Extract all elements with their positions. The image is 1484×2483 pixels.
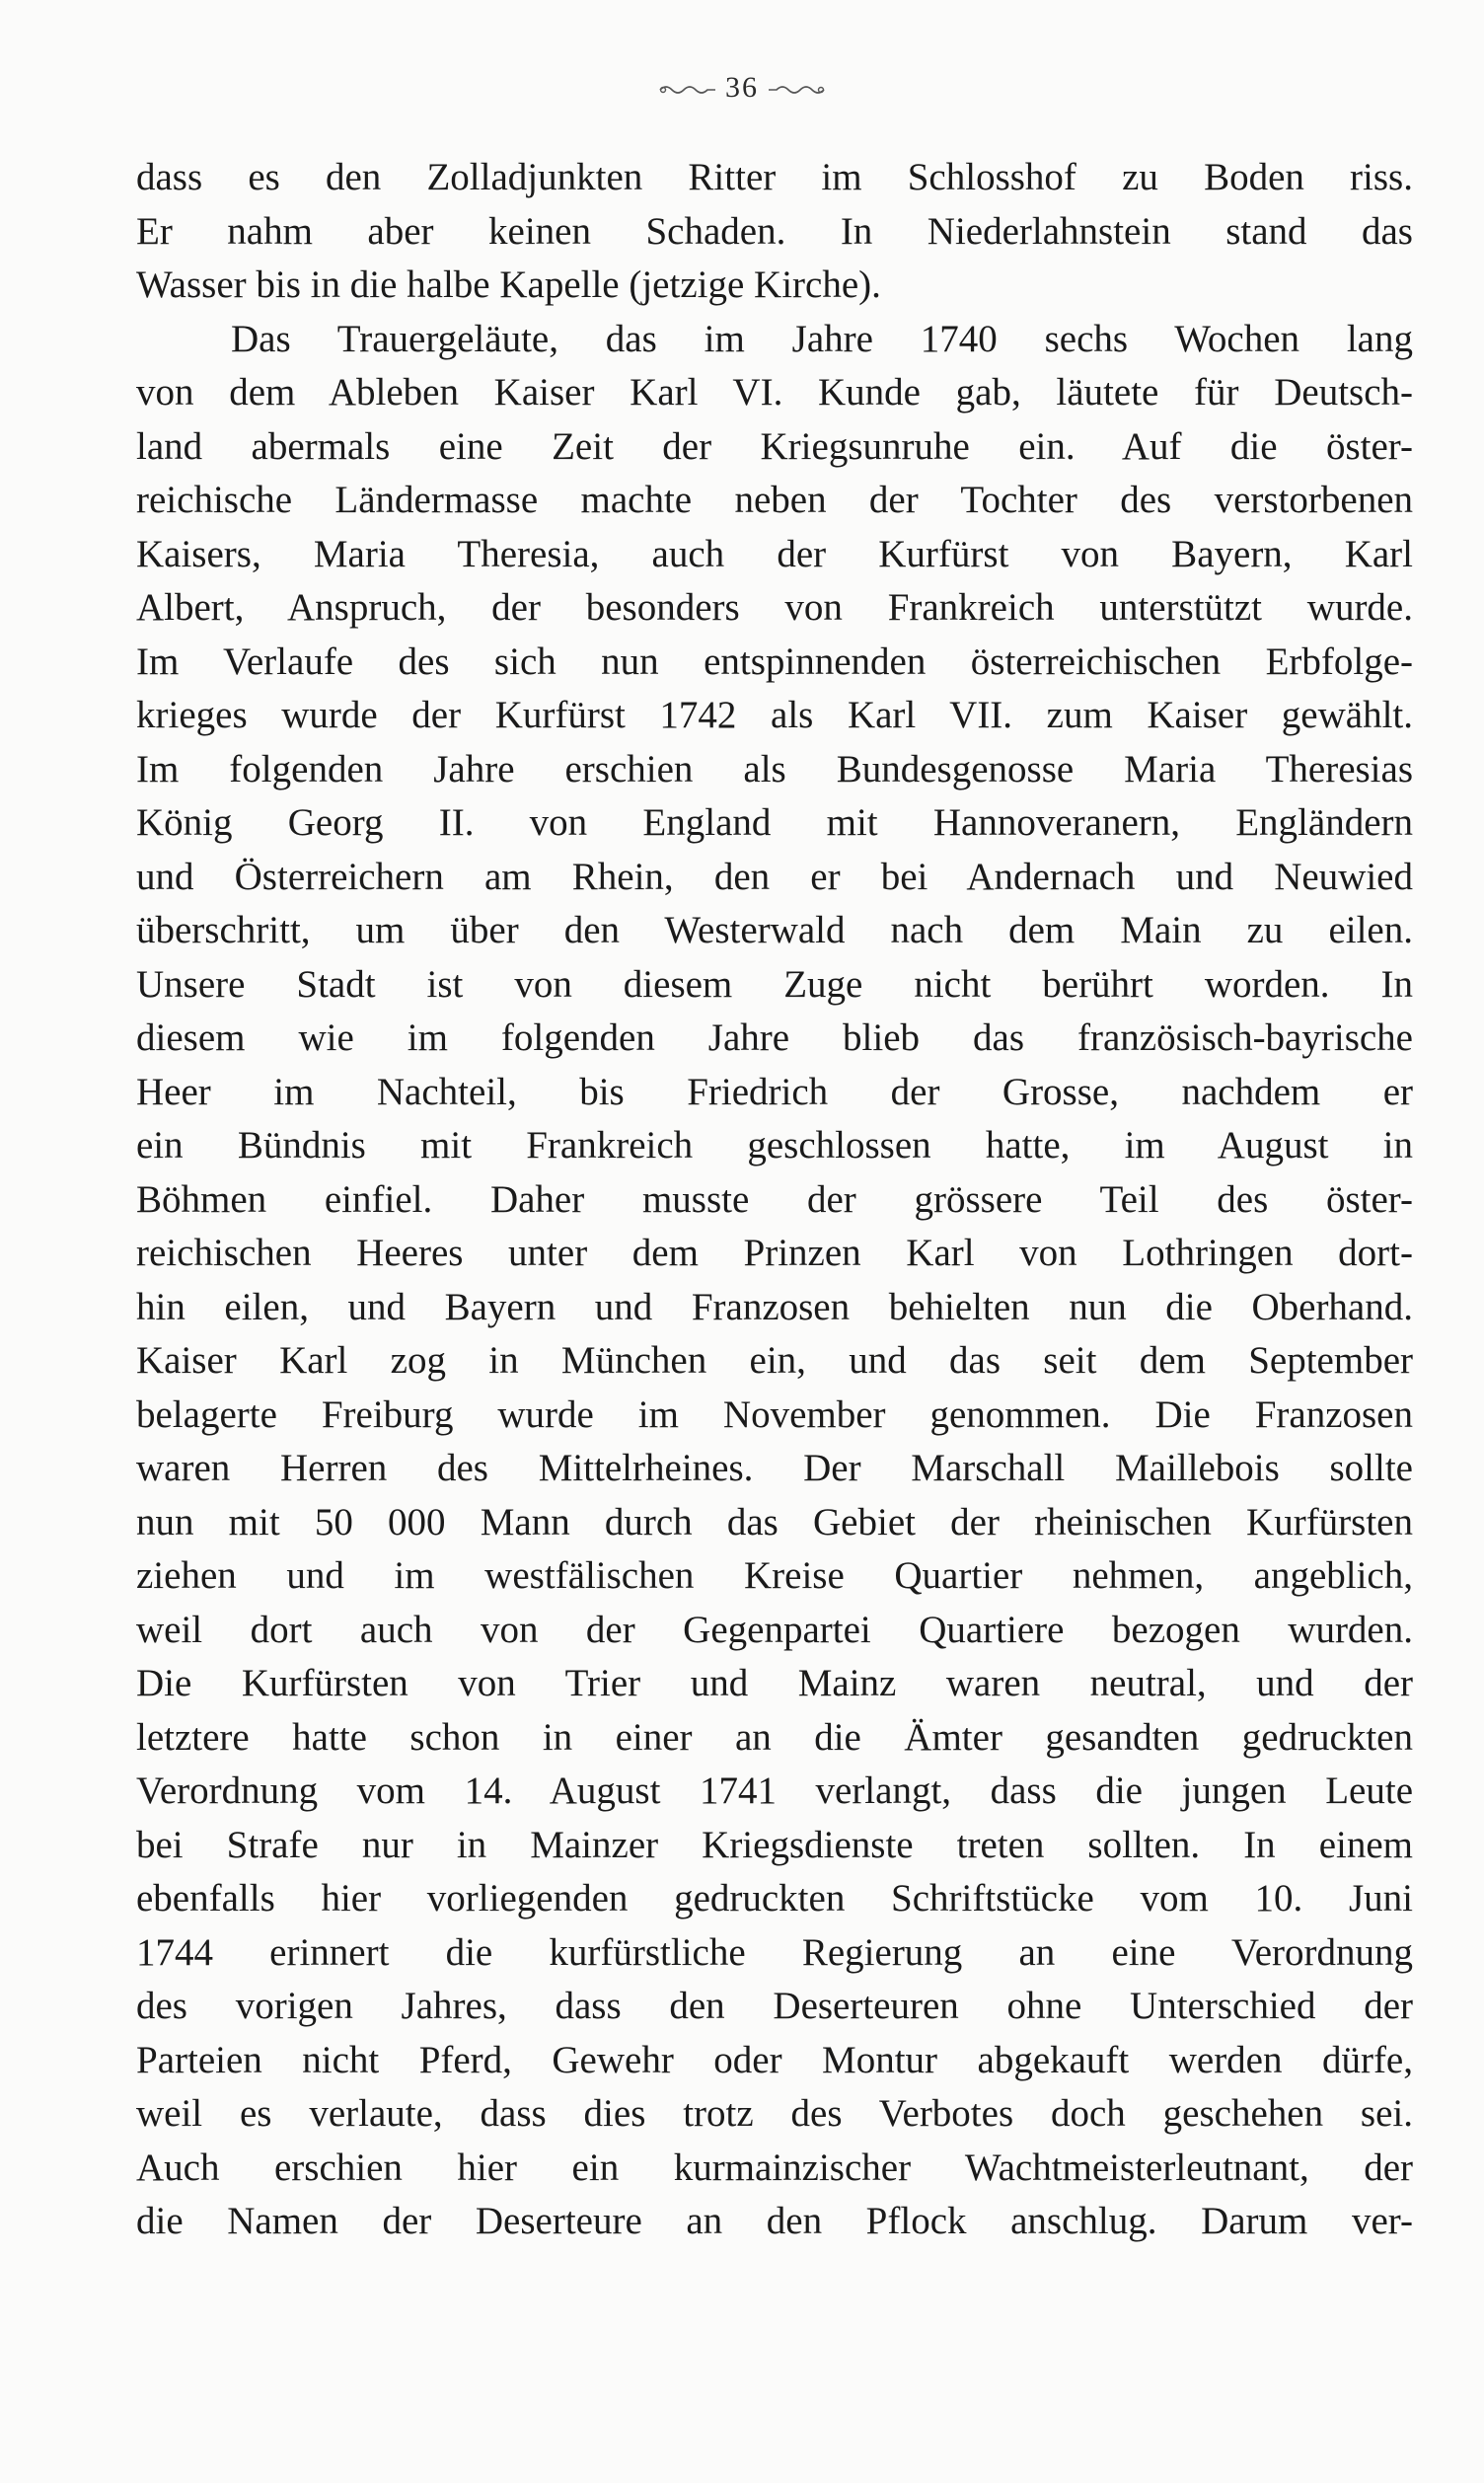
- text-line: letztere hatte schon in einer an die Ämter gesandten gedruckten: [136, 1715, 1413, 1759]
- text-line: von dem Ableben Kaiser Karl VI. Kunde gab, läutete für Deutsch-: [136, 371, 1413, 414]
- text-line: 1744 erinnert die kurfürstliche Regierung an eine Verordnung: [136, 1930, 1413, 1974]
- text-line: weil es verlaute, dass dies trotz des Verbotes doch geschehen sei.: [136, 2092, 1413, 2135]
- text-line: reichische Ländermasse machte neben der Tochter des verstorbenen: [136, 479, 1413, 521]
- text-line: diesem wie im folgenden Jahre blieb das französisch-bayrische: [136, 1016, 1413, 1059]
- text-line: nun mit 50 000 Mann durch das Gebiet der rheinischen Kurfürsten: [136, 1500, 1413, 1543]
- text-line: belagerte Freiburg wurde im November genommen. Die Franzosen: [136, 1392, 1413, 1436]
- text-line: Kaisers, Maria Theresia, auch der Kurfürst von Bayern, Karl: [136, 532, 1413, 575]
- text-line: weil dort auch von der Gegenpartei Quartiere bezogen wurden.: [136, 1608, 1413, 1651]
- text-line: krieges wurde der Kurfürst 1742 als Karl VII. zum Kaiser gewählt.: [136, 694, 1413, 736]
- text-line: Heer im Nachteil, bis Friedrich der Grosse, nachdem er: [136, 1070, 1413, 1113]
- left-ornament-icon: [658, 83, 717, 97]
- text-line: Verordnung vom 14. August 1741 verlangt, dass die jungen Leute: [136, 1769, 1413, 1812]
- text-line: dass es den Zolladjunkten Ritter im Schlosshof zu Boden riss.: [136, 156, 1413, 198]
- text-line: Parteien nicht Pferd, Gewehr oder Montur abgekauft werden dürfe,: [136, 2038, 1413, 2081]
- text-line: Kaiser Karl zog in München ein, und das seit dem September: [136, 1339, 1413, 1382]
- text-line: Er nahm aber keinen Schaden. In Niederlahnstein stand das: [136, 209, 1413, 253]
- text-line: ziehen und im westfälischen Kreise Quartier nehmen, angeblich,: [136, 1554, 1413, 1597]
- text-line: Wasser bis in die halbe Kapelle (jetzige Kirche).: [136, 263, 881, 306]
- right-ornament-icon: [767, 83, 826, 97]
- text-line: die Namen der Deserteure an den Pflock anschlug. Darum ver-: [136, 2200, 1413, 2242]
- text-line: Das Trauergeläute, das im Jahre 1740 sechs Wochen lang: [231, 317, 1413, 360]
- text-line: hin eilen, und Bayern und Franzosen behielten nun die Oberhand.: [136, 1285, 1413, 1328]
- page-number: 36: [725, 71, 759, 104]
- text-line: Die Kurfürsten von Trier und Mainz waren neutral, und der: [136, 1662, 1413, 1704]
- text-line: bei Strafe nur in Mainzer Kriegsdienste treten sollten. In einem: [136, 1823, 1413, 1866]
- text-line: König Georg II. von England mit Hannoveranern, Engländern: [136, 801, 1413, 844]
- text-line: überschritt, um über den Westerwald nach dem Main zu eilen.: [136, 909, 1413, 951]
- text-line: waren Herren des Mittelrheines. Der Marschall Maillebois sollte: [136, 1447, 1413, 1489]
- body-text: [136, 151, 1413, 2249]
- page-header: [0, 71, 1484, 105]
- text-line: Im Verlaufe des sich nun entspinnenden österreichischen Erbfolge-: [136, 640, 1413, 683]
- text-line: Albert, Anspruch, der besonders von Frankreich unterstützt wurde.: [136, 586, 1413, 629]
- text-line: Auch erschien hier ein kurmainzischer Wachtmeisterleutnant, der: [136, 2145, 1413, 2189]
- text-line: reichischen Heeres unter dem Prinzen Karl von Lothringen dort-: [136, 1232, 1413, 1274]
- text-line: land abermals eine Zeit der Kriegsunruhe ein. Auf die öster-: [136, 424, 1413, 468]
- text-line: Böhmen einfiel. Daher musste der grössere Teil des öster-: [136, 1177, 1413, 1221]
- text-line: und Österreichern am Rhein, den er bei Andernach und Neuwied: [136, 855, 1413, 898]
- text-line: Unsere Stadt ist von diesem Zuge nicht berührt worden. In: [136, 962, 1413, 1006]
- text-line: des vorigen Jahres, dass den Deserteuren ohne Unterschied der: [136, 1985, 1413, 2027]
- text-line: Im folgenden Jahre erschien als Bundesgenosse Maria Theresias: [136, 747, 1413, 790]
- text-line: ein Bündnis mit Frankreich geschlossen hatte, im August in: [136, 1124, 1413, 1166]
- text-line: ebenfalls hier vorliegenden gedruckten Schriftstücke vom 10. Juni: [136, 1877, 1413, 1919]
